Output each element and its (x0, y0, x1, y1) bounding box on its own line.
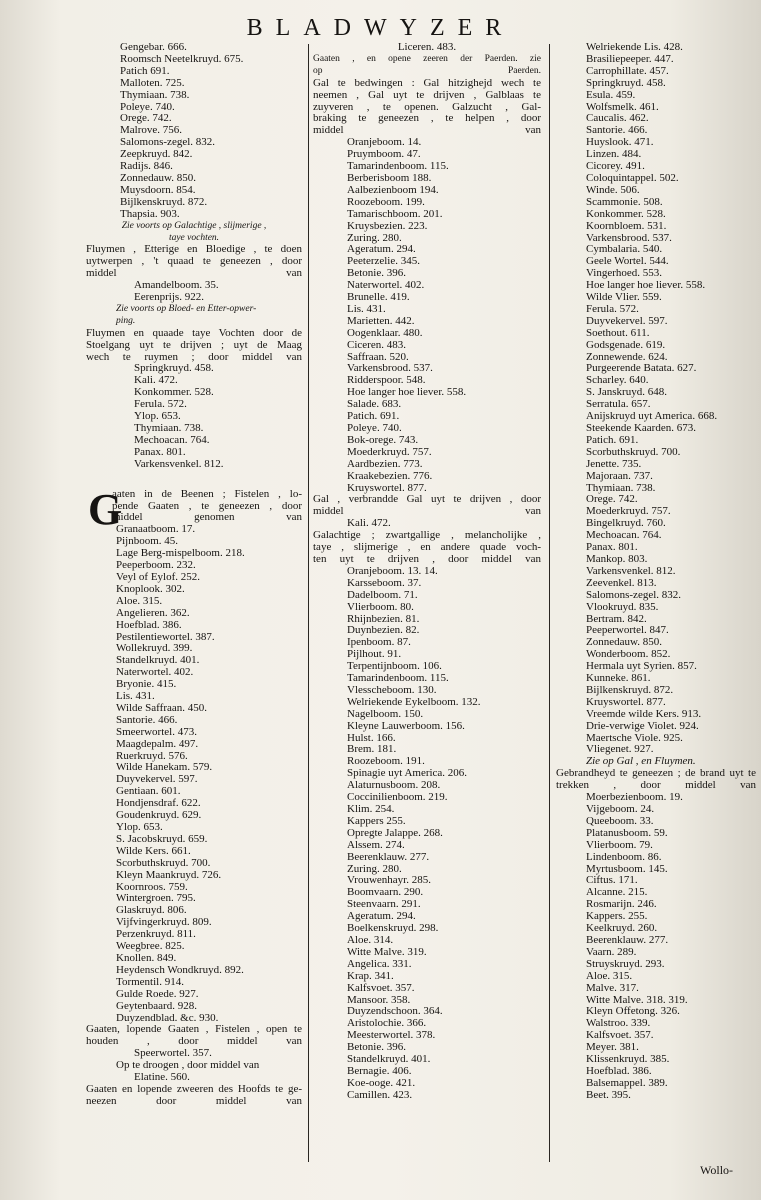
index-line: Wilde Hanekam. 579. (116, 762, 213, 774)
index-line: Patich. 691. (586, 434, 639, 446)
index-line: Kruyswortel. 877. (347, 482, 427, 494)
list (556, 792, 756, 1102)
index-column-2 (313, 42, 541, 1102)
index-line: Koe-ooge. 421. (347, 1077, 416, 1089)
list (556, 42, 756, 756)
index-line: Zie voorts op Bloed- en Etter-opwer- (116, 303, 257, 314)
index-line: Scorbuthskruyd. 700. (586, 446, 681, 458)
index-line: Kleyn Maankruyd. 726. (116, 869, 222, 881)
index-line: Ruerkruyd. 576. (116, 750, 188, 762)
index-line: Veyl of Eylof. 252. (116, 571, 201, 583)
index-line: Kappers. 255. (586, 911, 648, 923)
index-line: Meyer. 381. (586, 1042, 639, 1054)
index-line: Smeerwortel. 473. (116, 726, 197, 738)
index-line: Zuring. 280. (347, 863, 402, 875)
index-line: Welriekende Eykelboom. 132. (347, 696, 481, 708)
list (313, 137, 541, 494)
index-line: Lage Berg-mispelboom. 218. (116, 548, 245, 560)
index-line: Queeboom. 33. (586, 815, 654, 827)
index-line: Kali. 472. (347, 518, 391, 530)
index-line: Gebrandheyd te geneezen ; de brand uyt te (556, 768, 756, 780)
index-line: Gulde Roede. 927. (116, 988, 199, 1000)
index-line: Fluymen en quaade taye Vochten door de (86, 327, 302, 339)
index-line: Moerbezienboom. 19. (586, 792, 683, 804)
see-also (86, 304, 302, 328)
index-line: Wilde Vlier. 559. (586, 292, 662, 304)
index-line: Cymbalaria. 540. (586, 244, 663, 256)
index-line: Opregte Jalappe. 268. (347, 827, 443, 839)
index-line: Bertram. 842. (586, 613, 647, 625)
list (313, 518, 541, 530)
index-line: Galachtige ; zwartgallige , melancholijke , (313, 530, 541, 542)
index-line: middel van (86, 268, 302, 280)
index-line: Struyskruyd. 293. (586, 958, 665, 970)
index-line: Wilde Kers. 661. (116, 845, 191, 857)
index-line: Lis. 431. (347, 303, 386, 315)
index-line: middel genomen van (112, 512, 302, 524)
index-line: Wollekruyd. 399. (116, 643, 193, 655)
index-line: Coloquintappel. 502. (586, 172, 679, 184)
index-line: Godsgenade. 619. (586, 339, 666, 351)
index-line: Bingelkruyd. 760. (586, 518, 666, 530)
index-line: Caucalis. 462. (586, 113, 649, 125)
index-line: Goudenkruyd. 629. (116, 810, 202, 822)
index-line: Kalfsvoet. 357. (586, 1030, 654, 1042)
index-line: Naterwortel. 402. (347, 280, 425, 292)
index-line: Krap. 341. (347, 970, 394, 982)
index-line: Oranjeboom. 14. (347, 137, 422, 149)
index-line: Linzen. 484. (586, 149, 642, 161)
index-line: Cicorey. 491. (586, 161, 645, 173)
index-line: Gal te bedwingen : Gal hitzighejd wech te (313, 77, 541, 89)
index-line: Zonnedauw. 850. (586, 637, 662, 649)
index-line: Marietten. 442. (347, 315, 415, 327)
index-line: Moederkruyd. 757. (347, 446, 432, 458)
index-line: S. Jacobskruyd. 659. (116, 833, 208, 845)
index-line: Aloe. 315. (116, 595, 163, 607)
index-line: Speerwortel. 357. (134, 1048, 212, 1060)
index-line: Vijfvingerkruyd. 809. (116, 917, 212, 929)
index-line: Konkommer. 528. (586, 208, 666, 220)
index-column-3 (556, 42, 756, 1102)
index-line: Duyzendblad. &c. 930. (116, 1012, 219, 1024)
index-line: Meesterwortel. 378. (347, 1030, 436, 1042)
index-line: Geytenbaard. 928. (116, 1000, 197, 1012)
entry-heading (313, 54, 541, 78)
index-line: Platanusboom. 59. (586, 827, 668, 839)
index-line: Majoraan. 737. (586, 470, 653, 482)
index-line: Oogenklaar. 480. (347, 327, 423, 339)
index-line: Granaatboom. 17. (116, 524, 196, 536)
index-line: Bok-orege. 743. (347, 434, 419, 446)
index-line: Hoefblad. 386. (586, 1065, 652, 1077)
index-line: Moederkruyd. 757. (586, 506, 671, 518)
index-line: Elatine. 560. (134, 1072, 190, 1084)
index-line: Gal , verbrandde Gal uyt te drijven , door (313, 494, 541, 506)
index-line: Duyzendschoon. 364. (347, 1006, 443, 1018)
index-line: Santorie. 466. (116, 714, 178, 726)
index-line: Saffraan. 520. (347, 351, 409, 363)
index-line: Brunelle. 419. (347, 292, 410, 304)
index-line: Beerenklauw. 277. (586, 934, 669, 946)
index-line: Bernagie. 406. (347, 1065, 412, 1077)
index-line: Peeperboom. 232. (116, 560, 196, 572)
index-line: Poleye. 740. (120, 101, 175, 113)
index-line: Aalbezienboom 194. (347, 184, 439, 196)
index-line: Spinagie uyt America. 206. (347, 768, 468, 780)
index-line: Kunneke. 861. (586, 673, 651, 685)
index-line: Zuring. 280. (347, 232, 402, 244)
see-also: Zie op Gal , en Fluymen. (586, 756, 696, 768)
index-line: Kruysbezien. 223. (347, 220, 428, 232)
index-line: Betonie. 396. (347, 268, 406, 280)
index-line: Ferula. 572. (134, 399, 187, 411)
see-also (86, 221, 302, 245)
index-line: Drie-verwige Violet. 924. (586, 720, 699, 732)
index-line: Zonnedauw. 850. (120, 172, 196, 184)
index-line: middel van (313, 506, 541, 518)
index-line: Vaarn. 289. (586, 946, 637, 958)
index-line: Lis. 431. (116, 691, 155, 703)
index-line: Angelieren. 362. (116, 607, 190, 619)
index-line: Wintergroen. 795. (116, 893, 196, 905)
index-line: Rhijnbezien. 81. (347, 613, 420, 625)
index-line: Geele Wortel. 544. (586, 256, 669, 268)
index-line: Vingerhoed. 553. (586, 268, 663, 280)
index-line: Patich 691. (120, 65, 170, 77)
index-line: Balsemappel. 389. (586, 1077, 668, 1089)
index-line: Springkruyd. 458. (586, 77, 666, 89)
index-line: trekken , door middel van (556, 780, 756, 792)
index-line: Pijnboom. 45. (116, 536, 179, 548)
index-line: Ylop. 653. (134, 411, 181, 423)
list (86, 363, 302, 470)
index-line: Welriekende Lis. 428. (586, 42, 683, 53)
index-line: Tormentil. 914. (116, 976, 184, 988)
index-line: Orege. 742. (120, 113, 172, 125)
index-line: Beerenklauw. 277. (347, 851, 430, 863)
index-line: Scharley. 640. (586, 375, 649, 387)
index-line: Varkensvenkel. 812. (134, 458, 224, 470)
entry-heading (86, 1084, 302, 1108)
index-line: Hoe langer hoe liever. 558. (586, 280, 706, 292)
index-line: Maagdepalm. 497. (116, 738, 199, 750)
index-line: Scammonie. 508. (586, 196, 663, 208)
index-line: Wilde Saffraan. 450. (116, 702, 207, 714)
index-line: Kleyne Lauwerboom. 156. (347, 720, 465, 732)
index-line: Zonnewende. 624. (586, 351, 668, 363)
index-line: Myrtusboom. 145. (586, 863, 668, 875)
index-line: neemen , Gal uyt te drijven , Galblaas te (313, 89, 541, 101)
index-line: Tamarindenboom. 115. (347, 673, 449, 685)
index-line: Steenvaarn. 291. (347, 899, 421, 911)
index-line: Tamarischboom. 201. (347, 208, 443, 220)
index-line: Karsseboom. 37. (347, 577, 422, 589)
index-line: Amandelboom. 35. (134, 280, 219, 292)
index-line: Ylop. 653. (116, 822, 163, 833)
index-line: Bryonie. 415. (116, 679, 177, 691)
index-line: Kleyn Offetong. 326. (586, 1006, 680, 1018)
index-line: Anijskruyd uyt America. 668. (586, 411, 718, 423)
entry-heading (86, 1024, 302, 1048)
catchword: Wollo- (700, 1163, 734, 1177)
index-line: S. Janskruyd. 648. (586, 387, 667, 399)
index-line: Peeterzelie. 345. (347, 256, 420, 268)
index-line: Alaturnusboom. 208. (347, 780, 441, 792)
index-line: Carrophillate. 457. (586, 65, 669, 77)
index-line: Ciceren. 483. (347, 339, 406, 351)
index-line: Witte Malve. 318. 319. (586, 994, 688, 1006)
index-line: Vreemde wilde Kers. 913. (586, 708, 702, 720)
index-line: Eerenprijs. 922. (134, 292, 204, 304)
index-line: Hermala uyt Syrien. 857. (586, 661, 697, 673)
index-line: Muysdoorn. 854. (120, 184, 196, 196)
index-line: Dadelboom. 71. (347, 589, 418, 601)
index-line: Peeperwortel. 847. (586, 625, 669, 637)
index-line: Vliegenet. 927. (586, 744, 654, 756)
index-line: Hondjensdraf. 622. (116, 798, 201, 810)
entry-heading (313, 530, 541, 566)
index-line: braking te geneezen , te helpen , door (313, 113, 541, 125)
list (86, 1072, 302, 1084)
index-line: Aloe. 314. (347, 934, 394, 946)
index-line: Serratula. 657. (586, 399, 651, 411)
entry-heading (313, 78, 541, 138)
index-line: Zeepkruyd. 842. (120, 149, 193, 161)
index-line: Fluymen , Etterige en Bloedige , te doen (86, 244, 302, 256)
index-line: Knollen. 849. (116, 952, 177, 964)
index-line: op Paerden. (313, 65, 541, 76)
index-line: Thymiaan. 738. (134, 423, 204, 434)
index-line: Standelkruyd. 401. (347, 1054, 431, 1066)
index-line: Betonie. 396. (347, 1042, 406, 1054)
index-line: Aloe. 315. (586, 970, 633, 982)
entry-heading (313, 494, 541, 518)
index-line: taye vochten. (168, 232, 220, 243)
index-line: Esula. 459. (586, 89, 636, 101)
index-line: Wolfsmelk. 461. (586, 101, 659, 113)
index-line: Klissenkruyd. 385. (586, 1054, 670, 1066)
index-line: Vlierboom. 80. (347, 601, 414, 613)
index-line: ping. (116, 315, 136, 326)
index-line: Vrouwenhayr. 285. (347, 875, 431, 887)
index-line: Koornbloem. 531. (586, 220, 667, 232)
index-line: Aristolochie. 366. (347, 1018, 427, 1030)
index-line: pende Gaaten , te geneezen , door (112, 500, 302, 512)
index-line: Witte Malve. 319. (347, 946, 427, 958)
index-line: Malloten. 725. (120, 77, 185, 89)
index-line: Pestilentiewortel. 387. (116, 631, 215, 643)
index-line: Kruyswortel. 877. (586, 696, 666, 708)
index-line: Salade. 683. (347, 399, 402, 411)
index-line: Vlierboom. 79. (586, 839, 653, 851)
index-line: Kali. 472. (134, 375, 178, 387)
index-line: Thymiaan. 738. (120, 89, 190, 101)
index-line: Salomons-zegel. 832. (586, 589, 682, 601)
index-line: Mankop. 803. (586, 553, 648, 565)
index-line: Angelica. 331. (347, 958, 412, 970)
index-line: Poleye. 740. (347, 423, 402, 434)
index-line: Coccinilienboom. 219. (347, 792, 448, 804)
list (86, 42, 302, 221)
index-line: Gentiaan. 601. (116, 786, 181, 798)
index-line: Roomsch Neetelkruyd. 675. (120, 53, 244, 65)
list (313, 566, 541, 1102)
index-line: Panax. 801. (134, 446, 186, 458)
index-line: Mansoor. 358. (347, 994, 411, 1006)
drop-cap-letter: G (88, 484, 123, 534)
index-line: middel van (313, 125, 541, 137)
index-line: Ferula. 572. (586, 303, 639, 315)
index-line: Ageratum. 294. (347, 911, 416, 923)
index-line: Duyvekervel. 597. (586, 315, 668, 327)
index-line: Gaaten en lopende zweeren des Hoofds te ge- (86, 1083, 302, 1095)
index-line: Ciftus. 171. (586, 875, 638, 887)
index-line: Tamarindenboom. 115. (347, 161, 449, 173)
index-line: Hulst. 166. (347, 732, 396, 744)
index-line: Beet. 395. (586, 1089, 631, 1101)
index-line: Kalfsvoet. 357. (347, 982, 415, 994)
index-line: Brasiliepeeper. 447. (586, 53, 674, 65)
index-line: Standelkruyd. 401. (116, 655, 200, 667)
index-line: Varkensvenkel. 812. (586, 565, 676, 577)
index-line: Pruymboom. 47. (347, 149, 421, 161)
entry-heading (556, 768, 756, 792)
index-line: Winde. 506. (586, 184, 640, 196)
index-line: ten uyt te drijven , door middel van (313, 553, 541, 565)
index-line: Wonderboom. 852. (586, 649, 671, 661)
index-line: Kraakebezien. 776. (347, 470, 433, 482)
index-line: Keelkruyd. 260. (586, 923, 658, 935)
index-line: Mechoacan. 764. (586, 530, 662, 542)
index-line: Lindenboom. 86. (586, 851, 662, 863)
index-line: Huyslook. 471. (586, 137, 654, 149)
index-line: Heydensch Wondkruyd. 892. (116, 964, 244, 976)
index-line: Nagelboom. 150. (347, 708, 424, 720)
index-line: Malve. 317. (586, 982, 639, 994)
index-line: Boelkenskruyd. 298. (347, 923, 439, 935)
column-rule-left (308, 44, 309, 1162)
index-line: Duyvekervel. 597. (116, 774, 198, 786)
index-line: Varkensbrood. 537. (347, 363, 433, 375)
index-line: Ridderspoor. 548. (347, 375, 426, 387)
index-line: Springkruyd. 458. (134, 363, 214, 375)
entry-heading (86, 244, 302, 280)
index-line: Gengebar. 666. (120, 42, 187, 53)
index-line: Zie voorts op Galachtige , slijmerige , (121, 220, 267, 231)
index-line: Roozeboom. 191. (347, 756, 425, 768)
index-line: Boomvaarn. 290. (347, 887, 424, 899)
index-line: Glaskruyd. 806. (116, 905, 187, 917)
index-line: Varkensbrood. 537. (586, 232, 672, 244)
index-line: aaten in de Beenen ; Fistelen , lo- (112, 488, 302, 500)
index-line: Vlookruyd. 835. (586, 601, 659, 613)
index-line: Ipenboom. 87. (347, 637, 411, 649)
index-line: Roozeboom. 199. (347, 196, 425, 208)
index-line: Bijlkenskruyd. 872. (120, 196, 208, 208)
list (86, 524, 302, 1024)
index-line: Jenette. 735. (586, 458, 642, 470)
index-line: Maertsche Viole. 925. (586, 732, 683, 744)
index-line: Camillen. 423. (347, 1089, 413, 1101)
continuation-line: Liceren. 483. (397, 42, 457, 53)
index-line: Orege. 742. (586, 494, 638, 506)
index-line: Santorie. 466. (586, 125, 648, 137)
index-line: Konkommer. 528. (134, 387, 214, 399)
index-line: Thapsia. 903. (120, 208, 180, 220)
index-line: Malrove. 756. (120, 125, 183, 137)
index-line: Rosmarijn. 246. (586, 899, 657, 911)
index-line: Kappers 255. (347, 815, 406, 827)
entry-heading (86, 328, 302, 364)
index-line: Stoelgang uyt te drijven ; uyt de Maag (86, 339, 302, 351)
index-line: neezen door middel van (86, 1095, 302, 1107)
index-line: Perzenkruyd. 811. (116, 929, 196, 941)
index-line: Naterwortel. 402. (116, 667, 194, 679)
index-line: Alcanne. 215. (586, 887, 648, 899)
index-line: taye , slijmerige , en andere quade voch- (313, 542, 541, 554)
index-line: Patich. 691. (347, 411, 400, 423)
index-line: zuyveren , te openen. Galzucht , Gal- (313, 101, 541, 113)
index-line: Salomons-zegel. 832. (120, 137, 216, 149)
index-line: Vlesscheboom. 130. (347, 684, 437, 696)
index-line: Brem. 181. (347, 744, 397, 756)
index-line: Hoefblad. 386. (116, 619, 182, 631)
index-line: Koornroos. 759. (116, 881, 188, 893)
list (86, 280, 302, 304)
index-line: Klim. 254. (347, 804, 395, 815)
index-line: Oranjeboom. 13. 14. (347, 565, 438, 577)
index-line: Gaaten, lopende Gaaten , Fistelen , open te (86, 1024, 302, 1036)
index-line: Radijs. 846. (120, 161, 173, 173)
sub-heading: Op te droogen , door middel van (116, 1060, 260, 1072)
page-header: BLADWYZER (246, 15, 515, 41)
column-rule-right (549, 44, 550, 1162)
index-line: Purgeerende Batata. 627. (586, 363, 697, 375)
index-line: Soethout. 611. (586, 327, 650, 339)
index-line: Hoe langer hoe liever. 558. (347, 387, 467, 399)
index-line: Terpentijnboom. 106. (347, 661, 442, 673)
list (86, 1048, 302, 1060)
index-line: Vijgeboom. 24. (586, 804, 655, 815)
index-line: Thymiaan. 738. (586, 482, 656, 494)
index-line: Walstroo. 339. (586, 1018, 651, 1030)
index-line: Panax. 801. (586, 542, 638, 554)
index-line: houden , door middel van (86, 1036, 302, 1048)
index-line: Scorbuthskruyd. 700. (116, 857, 211, 869)
index-line: Zeevenkel. 813. (586, 577, 657, 589)
index-line: Gaaten , en opene zeeren der Paerden. zie (313, 53, 541, 64)
index-line: Mechoacan. 764. (134, 434, 210, 446)
index-line: Weegbree. 825. (116, 941, 185, 953)
index-line: Ageratum. 294. (347, 244, 416, 256)
index-line: Steekende Kaarden. 673. (586, 423, 696, 434)
index-line: Bijlkenskruyd. 872. (586, 684, 674, 696)
index-line: Duynbezien. 82. (347, 625, 420, 637)
index-line: Aardbezien. 773. (347, 458, 423, 470)
index-line: Knoplook. 302. (116, 583, 185, 595)
index-line: uytwerpen , 't quaad te geneezen , door (86, 256, 302, 268)
index-line: Pijlhout. 91. (347, 649, 402, 661)
index-line: Berberisboom 188. (347, 172, 432, 184)
index-line: Alssem. 274. (347, 839, 405, 851)
index-line: wech te ruymen ; door middel van (86, 351, 302, 363)
index-column-1 (86, 42, 302, 1108)
